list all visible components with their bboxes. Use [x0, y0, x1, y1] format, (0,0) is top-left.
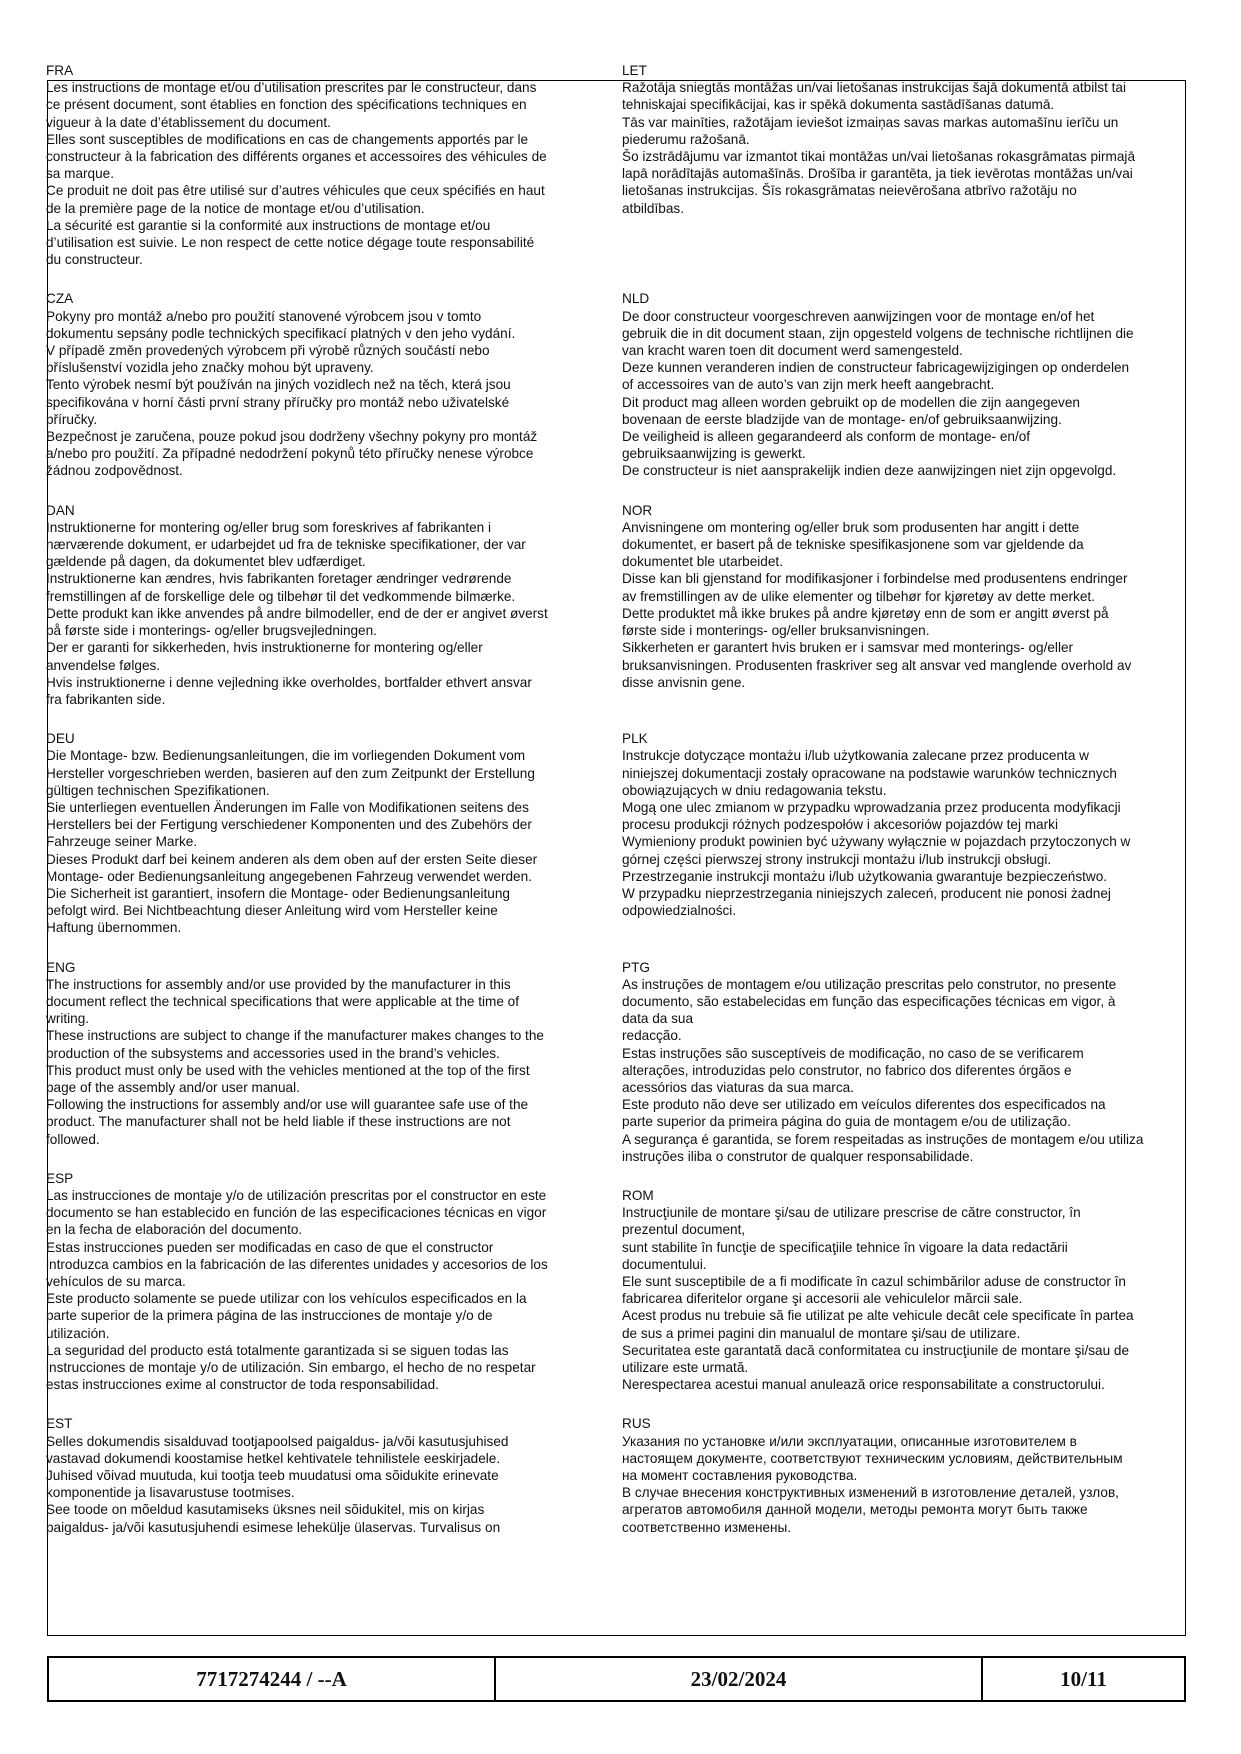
text-line: paigaldus- ja/või kasutusjuhendi esimese lehekülje ülaservas. Turvalisus on [46, 1519, 501, 1535]
text-line: followed. [46, 1131, 100, 1147]
blank-line [622, 691, 1202, 708]
text-line: documentului. [622, 1256, 707, 1272]
text-line: tehniskajai specifikācijai, kas ir spēkā dokumenta sastādīšanas datumā. [622, 97, 1055, 113]
text-line: Die Sicherheit ist garantiert, insofern die Montage- oder Bedienungsanleitung [46, 885, 510, 901]
text-line: Fahrzeuge seiner Marke. [46, 834, 198, 850]
text-line: de la première page de la notice de montage et/ou d’utilisation. [46, 200, 425, 216]
text-line: de sus a primei pagini din manualul de montare şi/sau de utilizare. [622, 1325, 1021, 1341]
text-line: Hvis instruktionerne i denne vejledning ikke overholdes, bortfalder ethvert ansvar [46, 674, 532, 690]
left-column [46, 62, 594, 1558]
text-line: niniejszej dokumentacji zostały opracowane na podstawie warunków technicznych [622, 765, 1117, 781]
text-line: Pokyny pro montáž a/nebo pro použití stanovené výrobcem jsou v tomto [46, 308, 482, 324]
text-line: на момент составления руководства. [622, 1468, 858, 1484]
text-line: a/nebo pro použití. Za případné nedodržení pokynů této příručky nenese výrobce [46, 446, 534, 462]
text-line: nærværende dokument, er udarbejdet ud fra de tekniske specifikationer, der var [46, 537, 526, 553]
text-line: Juhised võivad muutuda, kui tootja teeb muudatusi oma sõidukite erinevate [46, 1468, 499, 1484]
text-line: Elles sont susceptibles de modifications en cas de changements apportés par le [46, 131, 529, 147]
text-line: A segurança é garantida, se forem respeitadas as instruções de montagem e/ou utiliza [622, 1131, 1144, 1147]
text-line: Dette produktet må ikke brukes på andre kjøretøy enn de som er angitt øverst på [622, 605, 1109, 621]
text-line: соответственно изменены. [622, 1519, 792, 1535]
text-line: constructeur à la fabrication des différents organes et accessoires des véhicules de [46, 149, 547, 165]
text-line: Instrucţiunile de montare şi/sau de utilizare prescrise de către constructor, în [622, 1205, 1081, 1221]
text-line: W przypadku nieprzestrzegania niniejszych zaleceń, producent nie ponosi żadnej [622, 885, 1111, 901]
language-code: ESP [46, 1170, 74, 1186]
text-line: obowiązujących w dniu redagowania tekstu. [622, 782, 887, 798]
text-line: La seguridad del producto está totalmente garantizada si se siguen todas las [46, 1342, 509, 1358]
section-let [622, 62, 1202, 268]
text-line: Haftung übernommen. [46, 920, 182, 936]
blank-line [622, 251, 1202, 268]
text-line: gebruiksaanwijzing is gewerkt. [622, 446, 806, 462]
text-line: górnej części pierwszej strony instrukcji montażu i/lub instrukcji obsługi. [622, 851, 1052, 867]
text-line: Instruktionerne kan ændres, hvis fabrikanten foretager ændringer vedrørende [46, 571, 512, 587]
language-code: DAN [46, 502, 75, 518]
text-line: dokumentu sepsány podle technických specifikací platných v den jeho vydání. [46, 325, 516, 341]
text-line: агрегатов автомобиля данной модели, методы ремонта могут быть также [622, 1502, 1088, 1518]
text-line: Dieses Produkt darf bei keinem anderen als dem oben auf der ersten Seite dieser [46, 851, 538, 867]
text-line: žádnou zodpovědnost. [46, 463, 183, 479]
blank-line [622, 919, 1202, 936]
text-line: Anvisningene om montering og/eller bruk som produsenten har angitt i dette [622, 519, 1080, 535]
text-line: Acest produs nu trebuie să fie utilizat pe alte vehicule decât cele specificate în partea [622, 1308, 1134, 1324]
text-line: bovenaan de eerste bladzijde van de montage- en/of gebruiksaanwijzing. [622, 411, 1062, 427]
text-line: første side i monterings- og/eller bruksanvisningen. [622, 623, 930, 639]
text-line: product. The manufacturer shall not be held liable if these instructions are not [46, 1114, 511, 1130]
text-line: De constructeur is niet aansprakelijk indien deze aanwijzingen niet zijn opgevolgd. [622, 463, 1117, 479]
text-line: gebruik die in dit document staan, zijn opgesteld volgens de technische richtlijnen die [622, 325, 1134, 341]
language-code: PLK [622, 731, 648, 747]
text-line: Указания по установке и/или эксплуатации, описанные изготовителем в [622, 1433, 1077, 1449]
text-line: příslušenství vozidla jeho značky mohou být upraveny. [46, 360, 374, 376]
text-line: These instructions are subject to change if the manufacturer makes changes to the [46, 1028, 544, 1044]
text-line: Este producto solamente se puede utilizar con los vehículos especificados en la [46, 1291, 527, 1307]
text-line: Wymieniony produkt powinien być używany wyłącznie w pojazdach przytoczonych w [622, 834, 1131, 850]
footer-table [47, 1656, 1186, 1702]
text-line: gültigen technischen Spezifikationen. [46, 782, 270, 798]
text-line: utilización. [46, 1325, 110, 1341]
text-line: estas instrucciones exime al constructor de toda responsabilidad. [46, 1377, 439, 1393]
text-line: odpowiedzialności. [622, 903, 737, 919]
section-plk [622, 730, 1202, 936]
language-code: RUS [622, 1416, 651, 1432]
text-line: Tās var mainīties, ražotājam ieviešot izmaiņas savas markas automašīnu ierīču un [622, 114, 1119, 130]
section-rus [622, 1415, 1202, 1535]
text-line: Hersteller vorgeschrieben werden, basieren auf den zum Zeitpunkt der Erstellung [46, 765, 535, 781]
text-line: V případě změn provedených výrobcem při výrobě různých součástí nebo [46, 343, 490, 359]
section-nor [622, 502, 1202, 708]
text-line: disse anvisnin gene. [622, 674, 746, 690]
text-line: Deze kunnen veranderen indien de constructeur fabricagewijzigingen op onderdelen [622, 360, 1130, 376]
text-line: piederumu ražošanā. [622, 131, 750, 147]
text-line: Selles dokumendis sisalduvad tootjapoolsed paigaldus- ja/või kasutusjuhised [46, 1433, 509, 1449]
text-line: Ražotāja sniegtās montāžas un/vai lietošanas instrukcijas šajā dokumentā atbilst tai [622, 80, 1126, 96]
text-line: Der er garanti for sikkerheden, hvis instruktionerne for montering og/eller [46, 640, 483, 656]
text-line: documento, são estabelecidas em função das especificações técnicas em vigor, à [622, 993, 1116, 1009]
language-code: ENG [46, 959, 76, 975]
language-code: DEU [46, 731, 75, 747]
language-code: NLD [622, 291, 650, 307]
document-reference: 7717274244 / --A [49, 1658, 496, 1700]
right-column [622, 62, 1202, 1558]
section-rom [622, 1187, 1202, 1393]
text-line: Sie unterliegen eventuellen Änderungen im Falle von Modifikationen seitens des [46, 799, 529, 815]
language-code: ROM [622, 1187, 654, 1203]
text-line: Securitatea este garantată dacă conformitatea cu instrucţiunile de montare şi/sau de [622, 1342, 1130, 1358]
text-line: parte superior da primeira página do guia de montagem e/ou de utilização. [622, 1114, 1071, 1130]
text-line: fra fabrikanten side. [46, 691, 166, 707]
text-line: Following the instructions for assembly and/or use will guarantee safe use of the [46, 1097, 529, 1113]
text-line: As instruções de montagem e/ou utilização prescritas pelo construtor, no presente [622, 976, 1117, 992]
text-line: av fremstillingen av de ulike elementer og tilbehør for kjøretøy av dette merket. [622, 588, 1095, 604]
text-line: La sécurité est garantie si la conformité aux instructions de montage et/ou [46, 217, 491, 233]
text-line: utilizare este urmată. [622, 1360, 749, 1376]
page-number: 10/11 [1060, 1666, 1107, 1691]
text-line: komponentide ja lisavarustuse tootmises. [46, 1485, 295, 1501]
text-line: Instrukcje dotyczące montażu i/lub użytkowania zalecane przez producenta w [622, 748, 1089, 764]
section-nld [622, 290, 1202, 479]
text-line: Les instructions de montage et/ou d’utilisation prescrites par le constructeur, dans [46, 80, 537, 96]
text-line: Dette produkt kan ikke anvendes på andre bilmodeller, end de der er angivet øverst [46, 605, 548, 621]
text-line: Šo izstrādājumu var izmantot tikai montāžas un/vai lietošanas rokasgrāmatas pirmajā [622, 149, 1136, 165]
text-line: documento se han establecido en función de las especificaciones técnicas en vigor [46, 1205, 547, 1221]
text-line: De veiligheid is alleen gegarandeerd als conform de montage- en/of [622, 429, 1031, 445]
section-fra [46, 62, 594, 268]
text-line: dokumentet, er basert på de tekniske spesifikasjonene som var gjeldende da [622, 537, 1084, 553]
text-line: настоящем документе, соответствуют техническим условиям, действительным [622, 1450, 1123, 1466]
text-line: en la fecha de elaboración del documento. [46, 1222, 303, 1238]
text-line: Bezpečnost je zaručena, pouze pokud jsou dodrženy všechny pokyny pro montáž [46, 429, 538, 445]
text-line: Instruktionerne for montering og/eller brug som foreskrives af fabrikanten i [46, 519, 492, 535]
language-code: NOR [622, 502, 653, 518]
language-code: CZA [46, 291, 74, 307]
document-date: 23/02/2024 [496, 1658, 983, 1700]
text-line: production of the subsystems and accessories used in the brand’s vehicles. [46, 1045, 500, 1061]
text-line: procesu produkcji różnych podzespołów i akcesoriów pojazdów tej marki [622, 817, 1058, 833]
text-line: Herstellers bei der Fertigung verschiedener Komponenten und des Zubehörs der [46, 817, 532, 833]
section-cza [46, 290, 594, 479]
text-line: Nerespectarea acestui manual anulează orice responsabilitate a constructorului. [622, 1377, 1105, 1393]
text-line: page of the assembly and/or user manual. [46, 1079, 300, 1095]
section-eng [46, 959, 594, 1148]
text-line: vastavad dokumendi koostamise hetkel kehtivatele tehnilistele eeskirjadele. [46, 1450, 501, 1466]
text-line: redacção. [622, 1028, 682, 1044]
text-line: of accessoires van de auto’s van zijn merk heeft aangebracht. [622, 377, 995, 393]
text-line: d’utilisation est suivie. Le non respect de cette notice dégage toute responsabilité [46, 235, 535, 251]
text-line: lapā norādītajās automašīnās. Drošība ir garantēta, ja tiek ievērotas montāžas un/vai [622, 166, 1133, 182]
language-code: EST [46, 1416, 73, 1432]
text-line: Estas instrucciones pueden ser modificadas en caso de que el constructor [46, 1239, 494, 1255]
text-line: van kracht waren toen dit document werd samengesteld. [622, 343, 963, 359]
text-line: document reflect the technical specifications that were applicable at the time of [46, 993, 520, 1009]
text-line: parte superior de la primera página de las instrucciones de montaje y/o de [46, 1308, 493, 1324]
text-line: Las instrucciones de montaje y/o de utilización prescritas por el constructor en este [46, 1187, 547, 1203]
blank-line [622, 234, 1202, 251]
text-line: writing. [46, 1011, 90, 1027]
text-line: acessórios das viaturas da sua marca. [622, 1079, 854, 1095]
text-line: Disse kan bli gjenstand for modifikasjoner i forbindelse med produsentens endringer [622, 571, 1128, 587]
text-line: vigueur à la date d’établissement du document. [46, 114, 331, 130]
text-line: příručky. [46, 411, 98, 427]
blank-line [622, 217, 1202, 234]
text-line: Estas instruções são susceptíveis de modificação, no caso de se verificarem [622, 1045, 1084, 1061]
text-line: vehículos de su marca. [46, 1274, 186, 1289]
section-deu [46, 730, 594, 936]
text-line: This product must only be used with the vehicles mentioned at the top of the first [46, 1062, 530, 1078]
text-line: Mogą one ulec zmianom w przypadku wprowadzania przez producenta modyfikacji [622, 799, 1121, 815]
text-line: instruções iliba o construtor de qualquer responsabilidade. [622, 1148, 974, 1164]
text-line: data da sua [622, 1011, 694, 1027]
text-line: fabricarea diferitelor organe şi accesorii ale vehiculelor mărcii sale. [622, 1291, 1023, 1307]
text-line: Este produto não deve ser utilizado em veículos diferentes dos especificados na [622, 1097, 1106, 1113]
text-line: instrucciones de montaje y/o de utilización. Sin embargo, el hecho de no respetar [46, 1360, 536, 1376]
text-line: alterações, introduzidas pelo construtor, no fabrico dos diferentes órgãos e [622, 1062, 1072, 1078]
text-line: introduzca cambios en la fabricación de las diferentes unidades y accesorios de los [46, 1256, 548, 1272]
text-line: De door constructeur voorgeschreven aanwijzingen voor de montage en/of het [622, 308, 1095, 324]
text-line: anvendelse følges. [46, 657, 161, 673]
text-line: Tento výrobek nesmí být používán na jiných vozidlech než na těch, která jsou [46, 377, 511, 393]
text-line: Przestrzeganie instrukcji montażu i/lub użytkowania gwarantuje bezpieczeństwo. [622, 868, 1108, 884]
text-line: atbildības. [622, 200, 684, 216]
text-line: du constructeur. [46, 252, 143, 268]
text-line: Montage- oder Bedienungsanleitung angegebenen Fahrzeug verwendet werden. [46, 868, 532, 884]
language-code: LET [622, 63, 647, 78]
text-line: Dit product mag alleen worden gebruikt op de modellen die zijn aangegeven [622, 394, 1080, 410]
text-line: See toode on mõeldud kasutamiseks üksnes neil sõidukitel, mis on kirjas [46, 1502, 485, 1518]
section-esp [46, 1170, 594, 1394]
text-line: Die Montage- bzw. Bedienungsanleitungen, die im vorliegenden Dokument vom [46, 748, 526, 764]
text-line: specifikována v horní části první strany příručky pro montáž nebo uživatelské [46, 394, 510, 410]
text-line: sa marque. [46, 166, 115, 182]
text-line: sunt stabilite în funcţie de specificaţiile tehnice în vigoare la data redactării [622, 1239, 1068, 1255]
language-code: PTG [622, 959, 650, 975]
text-line: lietošanas instrukcijas. Šīs rokasgrāmatas neievērošana atbrīvo ražotāju no [622, 183, 1077, 199]
text-line: prezentul document, [622, 1222, 746, 1238]
text-line: Sikkerheten er garantert hvis bruken er i samsvar med monterings- og/eller [622, 640, 1074, 656]
text-line: gældende på dagen, da dokumentet blev udfærdiget. [46, 554, 366, 570]
text-line: Ele sunt susceptibile de a fi modificate în cazul schimbărilor aduse de constructor în [622, 1274, 1126, 1289]
section-ptg [622, 959, 1202, 1165]
text-line: befolgt wird. Bei Nichtbeachtung dieser Anleitung wird vom Hersteller keine [46, 903, 498, 919]
text-line: på første side i monterings- og/eller brugsvejledningen. [46, 623, 377, 639]
text-line: В случае внесения конструктивных изменений в изготовление деталей, узлов, [622, 1485, 1119, 1501]
text-line: The instructions for assembly and/or use provided by the manufacturer in this [46, 976, 511, 992]
section-est [46, 1415, 594, 1535]
language-code: FRA [46, 63, 74, 78]
text-line: ce présent document, sont établies en fonction des spécifications techniques en [46, 97, 527, 113]
section-dan [46, 502, 594, 708]
text-line: dokumentet ble utarbeidet. [622, 554, 783, 570]
text-line: bruksanvisningen. Produsenten fraskriver seg alt ansvar ved manglende overhold av [622, 657, 1132, 673]
text-line: Ce produit ne doit pas être utilisé sur d’autres véhicules que ceux spécifiés en haut [46, 183, 545, 199]
text-line: fremstillingen af de forskellige dele og tilbehør til det vedkommende bilmærke. [46, 588, 516, 604]
